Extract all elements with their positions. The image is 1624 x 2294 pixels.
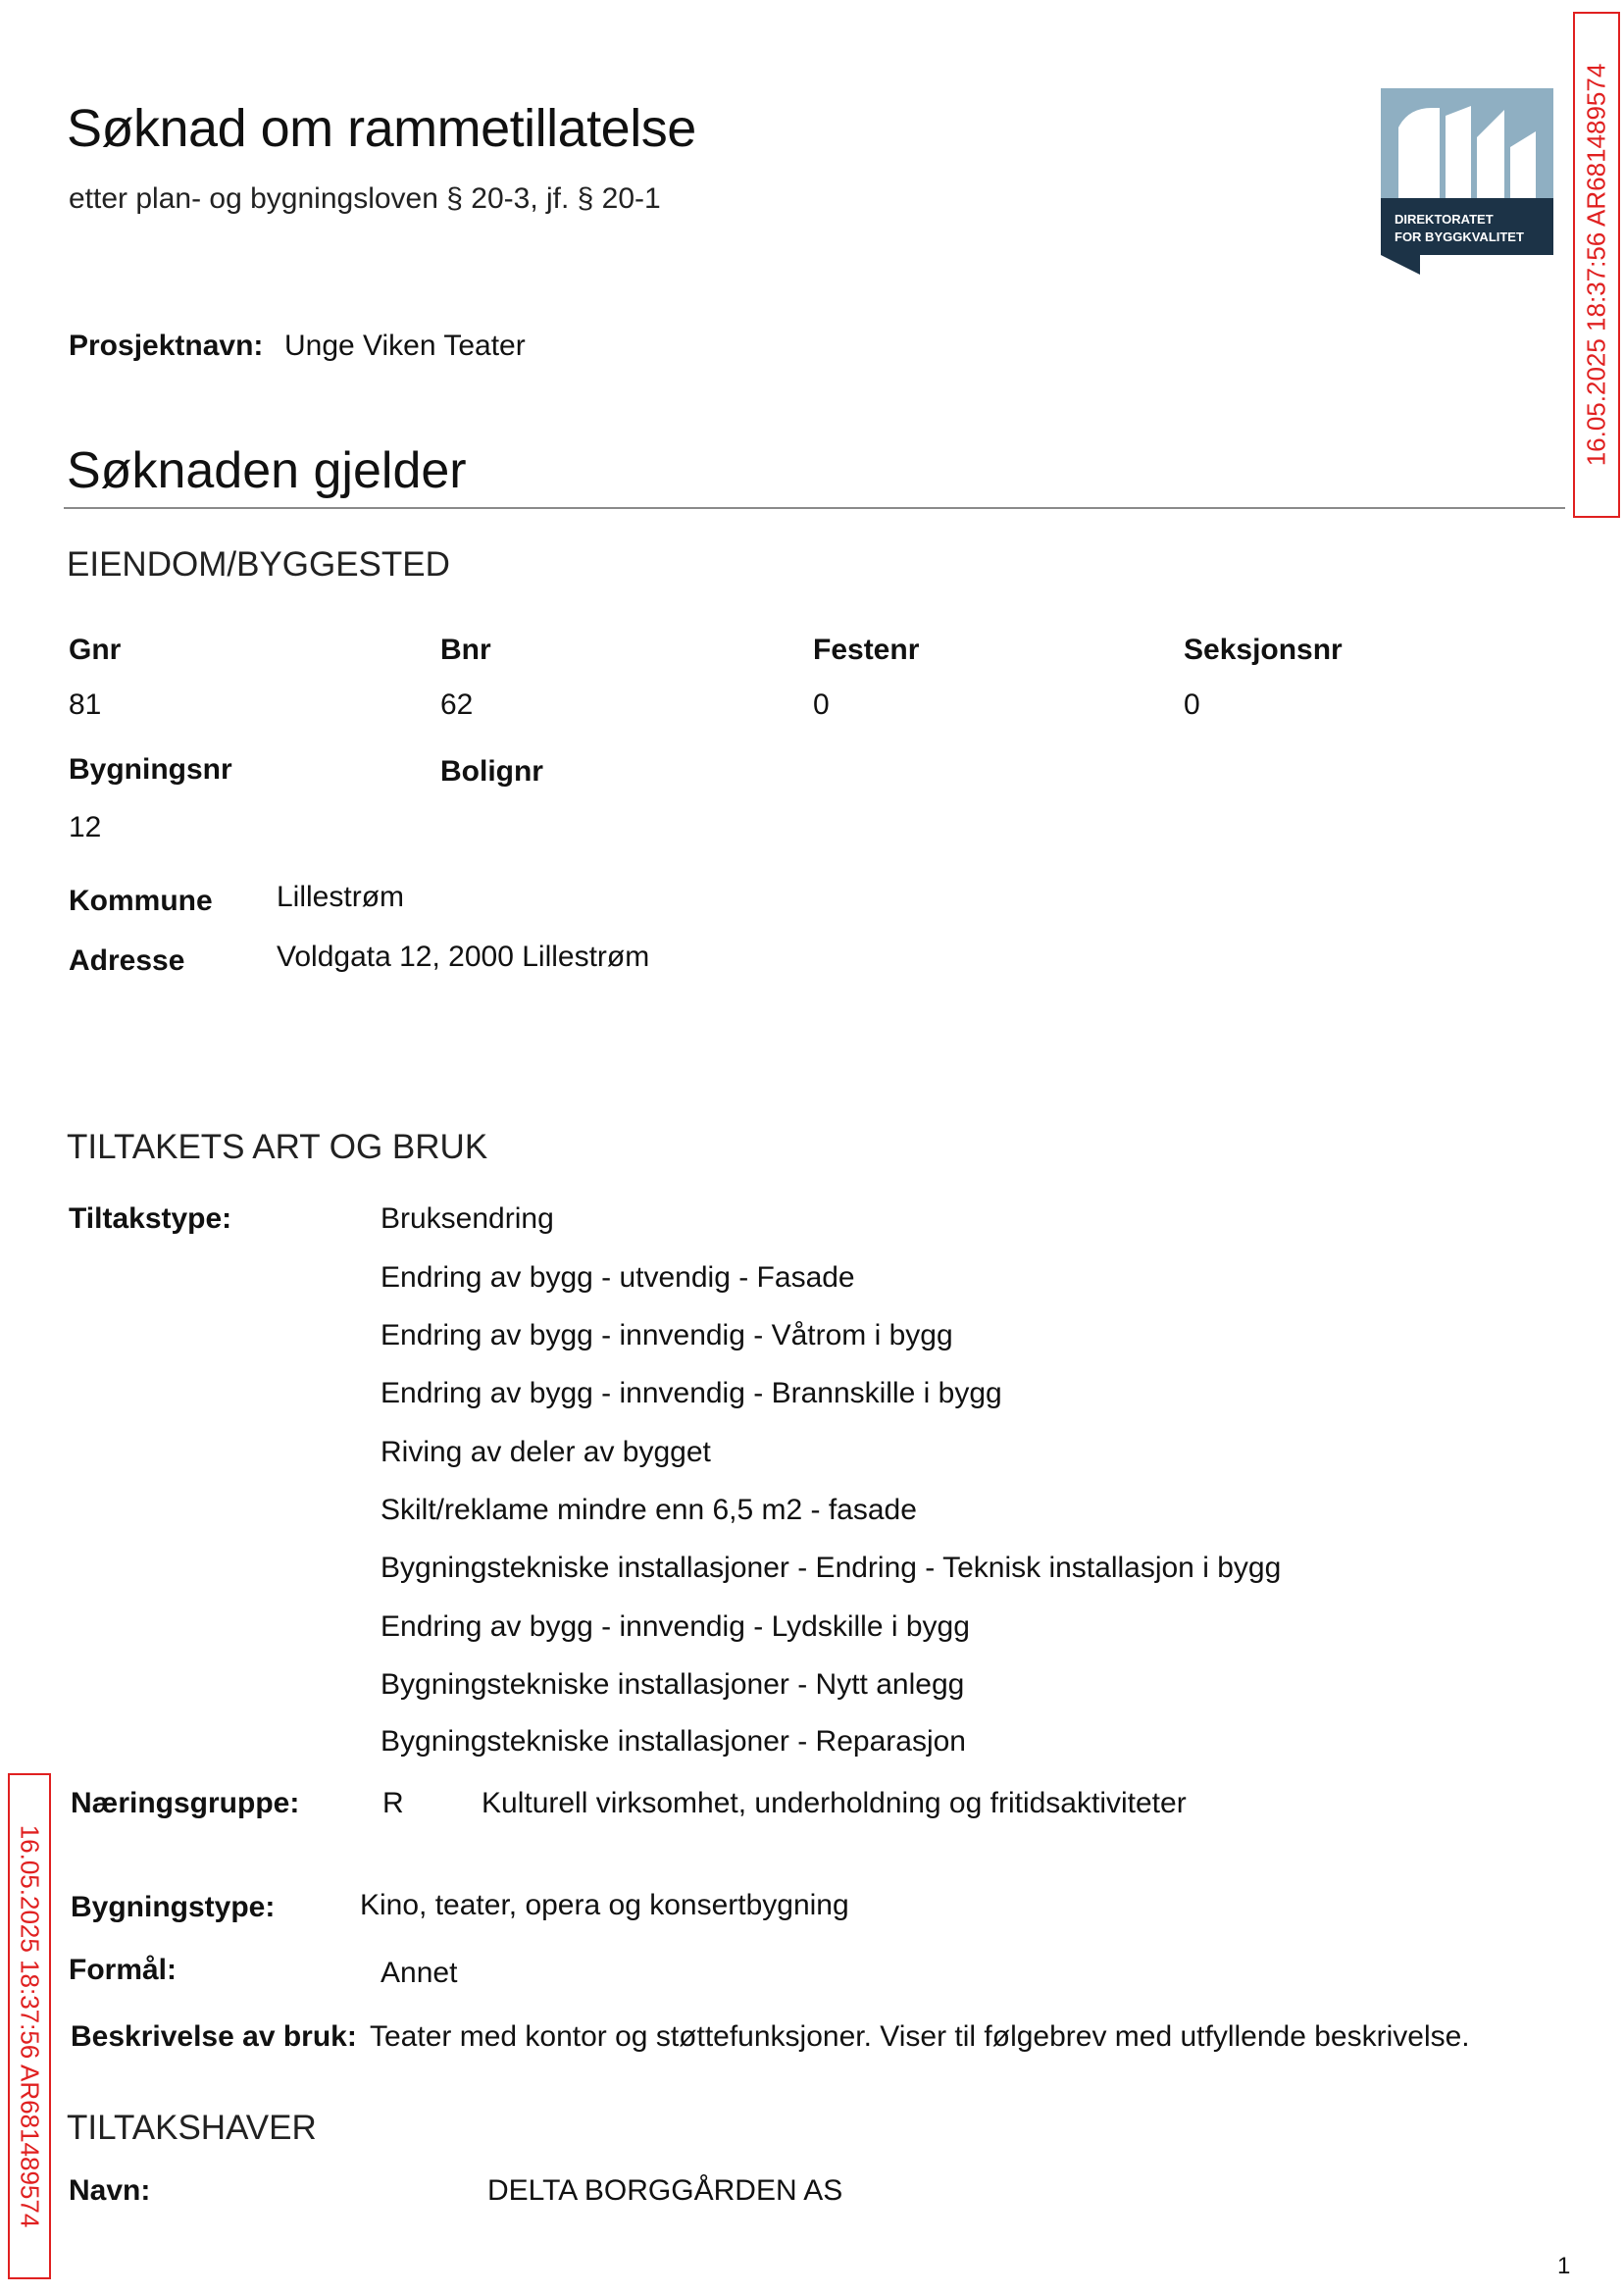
- bygningstype-value: Kino, teater, opera og konsertbygning: [360, 1889, 849, 1921]
- document-subtitle: etter plan- og bygningsloven § 20-3, jf. § 20-1: [69, 182, 661, 215]
- adresse-value: Voldgata 12, 2000 Lillestrøm: [277, 941, 650, 973]
- beskrivelse-label: Beskrivelse av bruk:: [71, 2020, 357, 2053]
- tiltakstype-item: Endring av bygg - utvendig - Fasade: [381, 1261, 855, 1294]
- kommune-value: Lillestrøm: [277, 881, 405, 913]
- logo-line-2: FOR BYGGKVALITET: [1395, 229, 1524, 244]
- seksjonsnr-value: 0: [1184, 688, 1200, 721]
- document-title: Søknad om rammetillatelse: [67, 99, 696, 158]
- bnr-value: 62: [440, 688, 474, 721]
- adresse-label: Adresse: [69, 944, 185, 977]
- gnr-label: Gnr: [69, 634, 122, 666]
- naeringsgruppe-code: R: [382, 1787, 404, 1819]
- timestamp-stamp: [1573, 12, 1620, 518]
- formal-value: Annet: [381, 1957, 458, 1989]
- festenr-label: Festenr: [813, 634, 920, 666]
- naeringsgruppe-label: Næringsgruppe:: [71, 1787, 300, 1819]
- tiltakstype-item: Endring av bygg - innvendig - Våtrom i bygg: [381, 1319, 953, 1351]
- tiltakstype-item: Bygningstekniske installasjoner - Endring - Teknisk installasjon i bygg: [381, 1552, 1282, 1584]
- timestamp-stamp-side: [8, 1773, 51, 2279]
- bolignr-label: Bolignr: [440, 755, 543, 788]
- tiltakstype-item: Skilt/reklame mindre enn 6,5 m2 - fasade: [381, 1494, 917, 1526]
- dibk-logo: [1381, 88, 1553, 275]
- bygningstype-label: Bygningstype:: [71, 1891, 276, 1923]
- beskrivelse-value: Teater med kontor og støttefunksjoner. Viser til følgebrev med utfyllende beskrivelse.: [370, 2020, 1470, 2053]
- kommune-label: Kommune: [69, 885, 213, 917]
- page-number: 1: [1557, 2253, 1571, 2279]
- logo-line-1: DIREKTORATET: [1395, 212, 1494, 227]
- bnr-label: Bnr: [440, 634, 491, 666]
- gnr-value: 81: [69, 688, 102, 721]
- naeringsgruppe-value: Kulturell virksomhet, underholdning og fritidsaktiviteter: [482, 1787, 1187, 1819]
- tiltakstype-item: Bygningstekniske installasjoner - Reparasjon: [381, 1725, 966, 1758]
- tiltakstype-item: Endring av bygg - innvendig - Lydskille i bygg: [381, 1610, 970, 1643]
- section-title: Søknaden gjelder: [67, 442, 467, 499]
- formal-label: Formål:: [69, 1954, 178, 1986]
- bygningsnr-label: Bygningsnr: [69, 753, 232, 786]
- tiltakstype-label: Tiltakstype:: [69, 1202, 232, 1235]
- tiltak-heading: TILTAKETS ART OG BRUK: [67, 1128, 488, 1166]
- tiltakshaver-navn-label: Navn:: [69, 2174, 151, 2207]
- eiendom-heading: EIENDOM/BYGGESTED: [67, 545, 450, 584]
- tiltakstype-item: Endring av bygg - innvendig - Brannskille i bygg: [381, 1377, 1002, 1409]
- project-name-label: Prosjektnavn:: [69, 330, 264, 362]
- festenr-value: 0: [813, 688, 830, 721]
- tiltakshaver-heading: TILTAKSHAVER: [67, 2109, 317, 2147]
- section-divider: [64, 507, 1565, 509]
- tiltakshaver-navn-value: DELTA BORGGÅRDEN AS: [487, 2174, 843, 2207]
- seksjonsnr-label: Seksjonsnr: [1184, 634, 1343, 666]
- tiltakstype-item: Bruksendring: [381, 1202, 554, 1235]
- timestamp-stamp-side-text: 16.05.2025 18:37:56 AR681489574: [15, 1824, 45, 2228]
- project-name-value: Unge Viken Teater: [284, 330, 526, 362]
- timestamp-stamp-text: 16.05.2025 18:37:56 AR681489574: [1581, 63, 1611, 467]
- tiltakstype-item: Riving av deler av bygget: [381, 1436, 711, 1468]
- bygningsnr-value: 12: [69, 811, 102, 843]
- tiltakstype-item: Bygningstekniske installasjoner - Nytt anlegg: [381, 1668, 965, 1701]
